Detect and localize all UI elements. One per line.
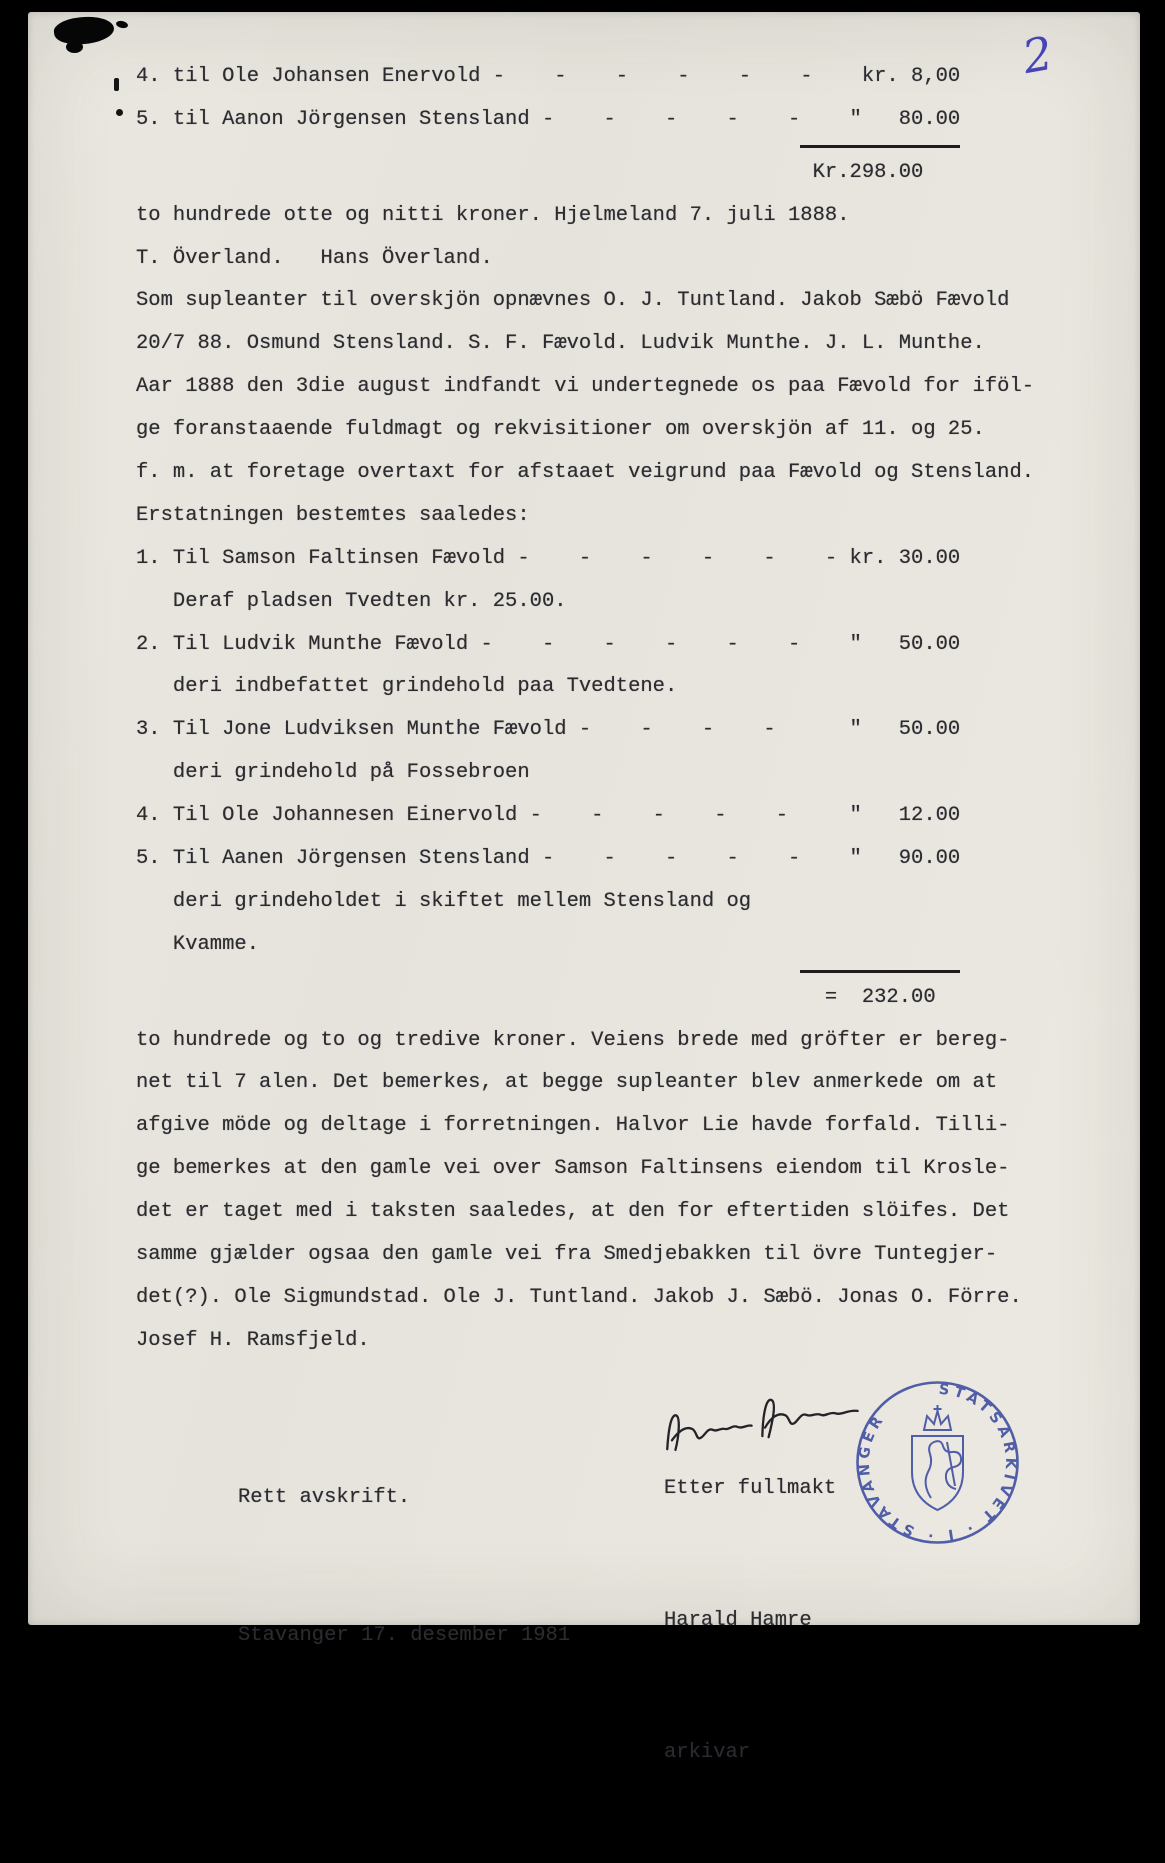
document-text-line: deri grindehold på Fossebroen [136, 761, 530, 785]
document-text-line: T. Överland. Hans Överland. [136, 246, 493, 270]
document-text-line: 5. Til Aanen Jörgensen Stensland - - - - - " 90.00 [136, 847, 961, 871]
scan-artifact [66, 41, 83, 53]
sum-divider-rule [136, 967, 1034, 977]
document-text-line: 4. til Ole Johansen Enervold - - - - - - kr. 8,00 [136, 65, 961, 88]
document-text-line: deri indbefattet grindehold paa Tvedtene. [136, 675, 678, 699]
document-text-line: Erstatningen bestemtes saaledes: [136, 503, 530, 527]
authority-line: Etter fullmakt [664, 1477, 837, 1500]
attestation-line: Rett avskrift. [238, 1486, 411, 1509]
document-text-line: ge foranstaaende fuldmagt og rekvisitioner om overskjön af 11. og 25. [136, 418, 985, 442]
document-text-line: 2. Til Ludvik Munthe Fævold - - - - - - " 50.00 [136, 632, 961, 656]
stamp-graphic [857, 1382, 1019, 1543]
scan-artifact [53, 13, 116, 47]
place-date-line: Stavanger 17. desember 1981 [238, 1624, 571, 1647]
document-text-line: deri grindeholdet i skiftet mellem Stensland og [136, 889, 752, 913]
coat-of-arms-icon [912, 1405, 963, 1510]
document-text-line: Kr.298.00 [136, 160, 924, 184]
document-text-line: net til 7 alen. Det bemerkes, at begge supleanter blev anmerkede om at [136, 1071, 998, 1095]
document-text-line: Deraf pladsen Tvedten kr. 25.00. [136, 589, 567, 613]
sum-divider-rule [136, 142, 1034, 152]
document-text-line: samme gjælder ogsaa den gamle vei fra Smedjebakken til övre Tuntegjer- [136, 1243, 998, 1267]
stamp-ring-text: STATSARKIVET · I · STAVANGER [856, 1381, 1019, 1544]
document-text-line: to hundrede otte og nitti kroner. Hjelmeland 7. juli 1888. [136, 203, 850, 227]
scan-artifact [115, 20, 128, 29]
document-text-line: det er taget med i taksten saaledes, at den for eftertiden slöifes. Det [136, 1200, 1010, 1224]
document-text-line: Som supleanter til overskjön opnævnes O. J. Tuntland. Jakob Sæbö Fævold [136, 289, 1010, 313]
document-text-line: det(?). Ole Sigmundstad. Ole J. Tuntland. Jakob J. Sæbö. Jonas O. Förre. [136, 1285, 1022, 1309]
archive-stamp [845, 1370, 1030, 1555]
archivist-title: arkivar [664, 1741, 751, 1764]
document-text-line: f. m. at foretage overtaxt for afstaaet veigrund paa Fævold og Stensland. [136, 461, 1035, 485]
document-text-line: ge bemerkes at den gamle vei over Samson Faltinsens eiendom til Krosle- [136, 1157, 1010, 1181]
document-lines [136, 56, 1034, 1363]
typed-signer-name: Harald Hamre [664, 1609, 812, 1632]
stray-ink-mark [114, 78, 119, 91]
document-text-line: 5. til Aanon Jörgensen Stensland - - - - - " 80.00 [136, 107, 961, 131]
document-text-line: afgive möde og deltage i forretningen. Halvor Lie havde forfald. Tilli- [136, 1114, 1010, 1138]
document-text-line: = 232.00 [136, 985, 936, 1009]
stray-ink-mark [116, 109, 123, 116]
document-text-line: to hundrede og to og tredive kroner. Veiens brede med gröfter er bereg- [136, 1028, 1010, 1052]
document-page [28, 12, 1140, 1764]
document-text-line: 1. Til Samson Faltinsen Fævold - - - - - - kr. 30.00 [136, 546, 961, 570]
document-text-line: 20/7 88. Osmund Stensland. S. F. Fævold. Ludvik Munthe. J. L. Munthe. [136, 332, 985, 356]
document-text-line: Josef H. Ramsfjeld. [136, 1328, 370, 1352]
handwritten-page-number: 2 [1018, 25, 1057, 85]
attestation-block [238, 1383, 570, 1751]
document-text-line: 4. Til Ole Johannesen Einervold - - - - - " 12.00 [136, 804, 961, 828]
document-text-line: Aar 1888 den 3die august indfandt vi undertegnede os paa Fævold for iföl- [136, 375, 1035, 399]
document-text-line: Kvamme. [136, 932, 260, 956]
document-text-line: 3. Til Jone Ludviksen Munthe Fævold - - - - " 50.00 [136, 718, 961, 742]
